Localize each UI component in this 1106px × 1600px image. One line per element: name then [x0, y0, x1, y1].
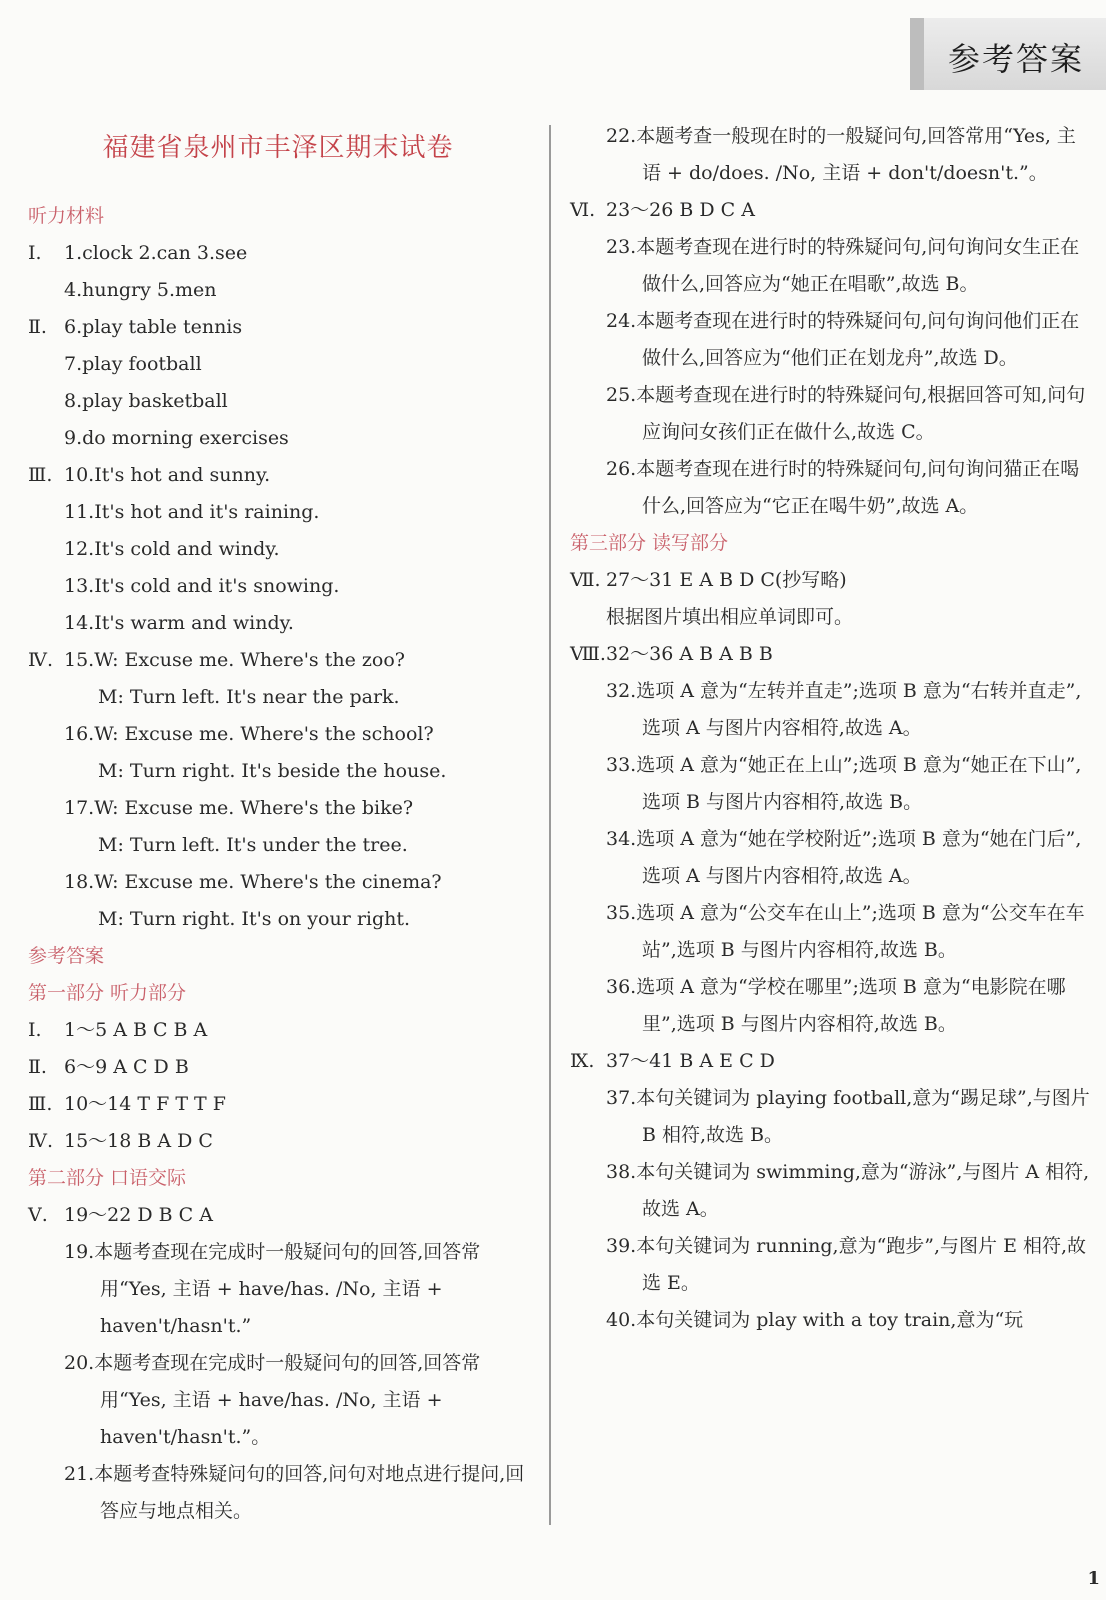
listening-III-item: 11.It's hot and it's raining. — [64, 501, 320, 523]
explanation-37: 37.本句关键词为 playing football,意为“踢足球”,与图片 B 相符,故选 B。 — [606, 1087, 1090, 1146]
answer-note: 根据图片填出相应单词即可。 — [606, 606, 854, 628]
listening-IV-m: M: Turn left. It's under the tree. — [98, 834, 408, 856]
listening-I-line1: Ⅰ. 1.clock 2.can 3.see — [28, 242, 248, 264]
answer-row: Ⅶ. 27～31 E A B D C(抄写略) — [570, 569, 847, 591]
header-tab — [910, 18, 1106, 90]
explanation-35: 35.选项 A 意为“公交车在山上”;选项 B 意为“公交车在车站”,选项 B 与图片内容相符,故选 B。 — [606, 902, 1085, 961]
listening-IV-w: 17.W: Excuse me. Where's the bike? — [64, 797, 414, 819]
page-title: 福建省泉州市丰泽区期末试卷 — [102, 133, 454, 163]
answer-row: Ⅲ. 10～14 T F T T F — [28, 1093, 226, 1115]
answer-row: Ⅸ. 37～41 B A E C D — [570, 1050, 775, 1072]
answer-row: Ⅱ. 6～9 A C D B — [28, 1056, 189, 1078]
answer-row: Ⅵ. 23～26 B D C A — [570, 199, 755, 221]
explanation-22: 22.本题考查一般现在时的一般疑问句,回答常用“Yes, 主语 + do/does. /No, 主语 + don't/doesn't.”。 — [606, 125, 1076, 184]
explanation-33: 33.选项 A 意为“她正在上山”;选项 B 意为“她正在下山”,选项 B 与图片内容相符,故选 B。 — [606, 754, 1082, 813]
explanation-36: 36.选项 A 意为“学校在哪里”;选项 B 意为“电影院在哪里”,选项 B 与图片内容相符,故选 B。 — [606, 976, 1066, 1035]
explanation-19: 19.本题考查现在完成时一般疑问句的回答,回答常用“Yes, 主语 + have/has. /No, 主语 + haven't/hasn't.” — [64, 1241, 481, 1337]
listening-IV-m: M: Turn right. It's beside the house. — [98, 760, 447, 782]
listening-IV-m: M: Turn left. It's near the park. — [98, 686, 400, 708]
listening-II-item: Ⅱ. 6.play table tennis — [28, 316, 243, 338]
section-heading-part2: 第二部分 口语交际 — [28, 1167, 187, 1189]
section-heading-part3: 第三部分 读写部分 — [570, 532, 729, 554]
explanation-20: 20.本题考查现在完成时一般疑问句的回答,回答常用“Yes, 主语 + have/has. /No, 主语 + haven't/hasn't.”。 — [64, 1352, 481, 1448]
answer-row: Ⅰ. 1～5 A B C B A — [28, 1019, 208, 1041]
listening-II-item: 8.play basketball — [64, 390, 228, 412]
explanation-26: 26.本题考查现在进行时的特殊疑问句,问句询问猫正在喝什么,回答应为“它正在喝牛奶”,故选 A。 — [606, 458, 1080, 517]
explanation-38: 38.本句关键词为 swimming,意为“游泳”,与图片 A 相符,故选 A。 — [606, 1161, 1090, 1220]
listening-IV-m: M: Turn right. It's on your right. — [98, 908, 411, 930]
explanation-24: 24.本题考查现在进行时的特殊疑问句,问句询问他们正在做什么,回答应为“他们正在划龙舟”,故选 D。 — [606, 310, 1080, 369]
listening-III-item: 12.It's cold and windy. — [64, 538, 280, 560]
explanation-21: 21.本题考查特殊疑问句的回答,问句对地点进行提问,回答应与地点相关。 — [64, 1463, 525, 1522]
listening-III-item: 13.It's cold and it's snowing. — [64, 575, 340, 597]
explanation-25: 25.本题考查现在进行时的特殊疑问句,根据回答可知,问句应询问女孩们正在做什么,故选 C。 — [606, 384, 1086, 443]
explanation-39: 39.本句关键词为 running,意为“跑步”,与图片 E 相符,故选 E。 — [606, 1235, 1087, 1294]
right-column — [570, 118, 1090, 1339]
column-divider — [549, 125, 551, 1525]
listening-I-line2: 4.hungry 5.men — [64, 279, 217, 301]
listening-IV-w: 16.W: Excuse me. Where's the school? — [64, 723, 434, 745]
section-heading-listening: 听力材料 — [28, 205, 105, 227]
page-number: 1 — [1087, 1568, 1100, 1589]
section-heading-part1: 第一部分 听力部分 — [28, 982, 187, 1004]
listening-II-item: 7.play football — [64, 353, 202, 375]
answer-row: Ⅷ.32～36 A B A B B — [570, 643, 773, 665]
listening-III-item: 14.It's warm and windy. — [64, 612, 294, 634]
header-label: 参考答案 — [948, 40, 1085, 78]
listening-II-item: 9.do morning exercises — [64, 427, 289, 449]
explanation-32: 32.选项 A 意为“左转并直走”;选项 B 意为“右转并直走”,选项 A 与图片内容相符,故选 A。 — [606, 680, 1082, 739]
listening-IV-w: Ⅳ. 15.W: Excuse me. Where's the zoo? — [28, 649, 405, 671]
explanation-34: 34.选项 A 意为“她在学校附近”;选项 B 意为“她在门后”,选项 A 与图片内容相符,故选 A。 — [606, 828, 1082, 887]
left-column — [28, 115, 528, 1530]
section-heading-answers: 参考答案 — [28, 945, 105, 967]
listening-III-item: Ⅲ. 10.It's hot and sunny. — [28, 464, 271, 486]
explanation-23: 23.本题考查现在进行时的特殊疑问句,问句询问女生正在做什么,回答应为“她正在唱歌”,故选 B。 — [606, 236, 1080, 295]
listening-IV-w: 18.W: Excuse me. Where's the cinema? — [64, 871, 442, 893]
answer-row: Ⅳ. 15～18 B A D C — [28, 1130, 213, 1152]
explanation-40: 40.本句关键词为 play with a toy train,意为“玩 — [606, 1309, 1024, 1331]
answer-row: Ⅴ. 19～22 D B C A — [28, 1204, 213, 1226]
